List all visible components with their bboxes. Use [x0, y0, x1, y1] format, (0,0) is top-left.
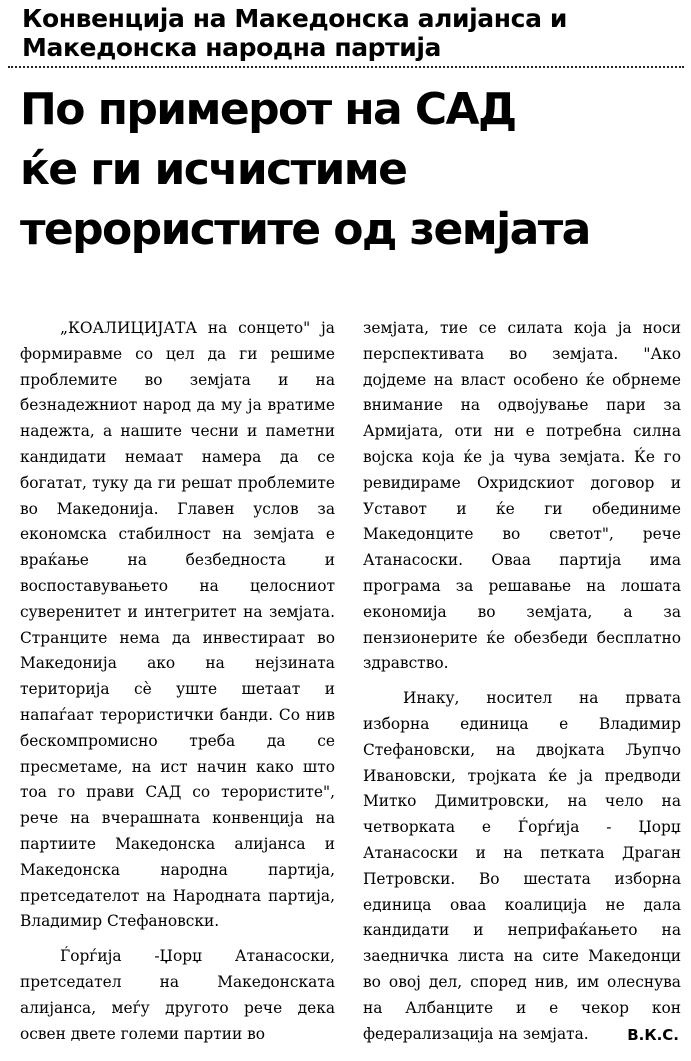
paragraph: Инаку, носител на првата изборна единица е Владимир Стефановски, на двојката Љупчо Ивановски, тројката ќе ја предводи Митко Димитровски, на чело на четворката е Ѓорѓија - Џорџ Атанасоски и на петката Драган Петровски. Во шестата изборна единица оваа коалиција не дала кандидати и неприфаќањето на заедничка листа на сите Македонци во овој дел, според нив, им олеснува на Албанците и е чекор кон федерализација на земјата. — [363, 689, 681, 1043]
paragraph: земјата, тие се силата која ја носи перспективата во земјата. "Ако дојдеме на власт особено ќе обрнеме внимание на одвојување пари за Армијата, оти ни е потребна силна војска која ќе ја чува земјата. Ќе го ревидираме Охридскиот договор и Уставот и ќе ги обединиме Македонците во светот", рече Атанасоски. Оваа партија има програма за решавање на лошата економија во земјата, а за пензионерите ќе обезбеди бесплатно здравство. — [363, 319, 681, 673]
article-kicker: Конвенција на Македонска алијанса и Македонска народна партија — [22, 4, 567, 62]
article-column-right — [363, 316, 681, 1047]
headline-line: По примерот на САД — [20, 84, 516, 135]
paragraph: „КОАЛИЦИЈАТА на сонцето" ја формиравме со цел да ги решиме проблемите во земјата и на безнадежниот народ да му ја вратиме надежта, а нашите чесни и паметни кандидати немаат намера да се богатат, туку да ги решат проблемите во Македонија. Главен услов за економска стабилност на земјата е враќање на безбедноста и воспоставувањето на целосниот суверенитет и интегритет на земјата. Странците нема да инвестираат во Македонија ако на нејзината територија сè уште шетаат и напаѓаат терористички банди. Со нив бескомпромисно треба да се пресметаме, на ист начин како што тоа го прави САД со терористите", рече на вчерашната конвенција на партиите Македонска алијанса и Македонска народна партија, претседателот на Народната партија, Владимир Стефановски. — [20, 319, 335, 931]
article-headline — [20, 80, 690, 260]
dotted-divider — [8, 66, 684, 68]
author-signature: В.К.С. — [627, 1026, 679, 1044]
article-column-left — [20, 316, 335, 1047]
headline-line: терористите од земјата — [20, 204, 590, 255]
headline-line: ќе ги исчистиме — [20, 144, 407, 195]
paragraph: Ѓорѓија -Џорџ Атанасоски, претседател на Македонската алијанса, меѓу другото рече дека освен двете големи партии во — [20, 947, 335, 1043]
